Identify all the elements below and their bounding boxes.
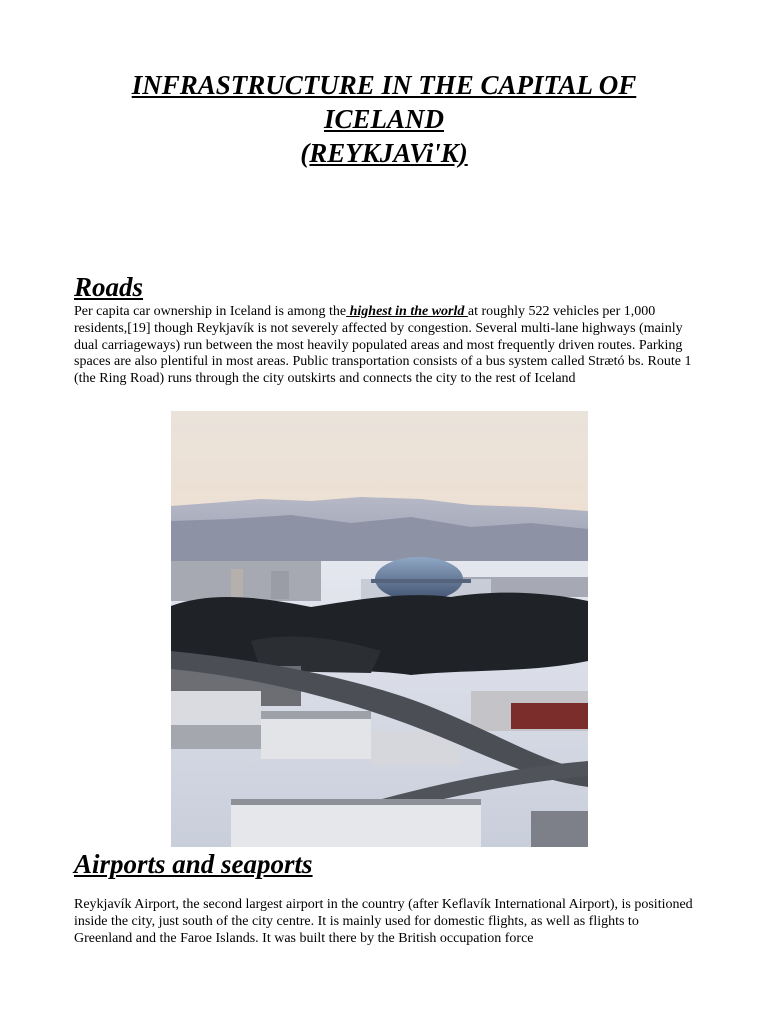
title-line-3: (REYKJAVi'K) (300, 138, 468, 168)
highest-in-world-link[interactable]: highest in the world (346, 304, 468, 319)
reykjavik-winter-photo (171, 411, 588, 847)
airports-heading: Airports and seaports (74, 849, 313, 879)
roads-text-start: Per capita car ownership in Iceland is among the (74, 304, 347, 319)
title-line-1: INFRASTRUCTURE IN THE CAPITAL OF (131, 70, 637, 100)
title-line-2: ICELAND (323, 104, 445, 134)
roads-text-rest: at roughly 522 vehicles per 1,000 residents,[19] though Reykjavík is not severely affected by congestion. Several multi-lane highways (mainly dual carriageways) run between the most heavily populated areas and most frequently driven routes. Parking spaces are also plentiful in most areas. Public transportation consists of a bus system called Strætó bs. Route 1 (the Ring Road) runs through the city outskirts and connects the city to the rest of Iceland (74, 304, 692, 387)
roads-heading: Roads (74, 272, 144, 302)
document-title (60, 68, 708, 170)
roads-paragraph (74, 304, 694, 388)
airports-paragraph: Reykjavík Airport, the second largest airport in the country (after Keflavík International Airport), is positioned inside the city, just south of the city centre. It is mainly used for domestic flights, as well as flights to Greenland and the Faroe Islands. It was built there by the British occupation force (74, 897, 693, 946)
